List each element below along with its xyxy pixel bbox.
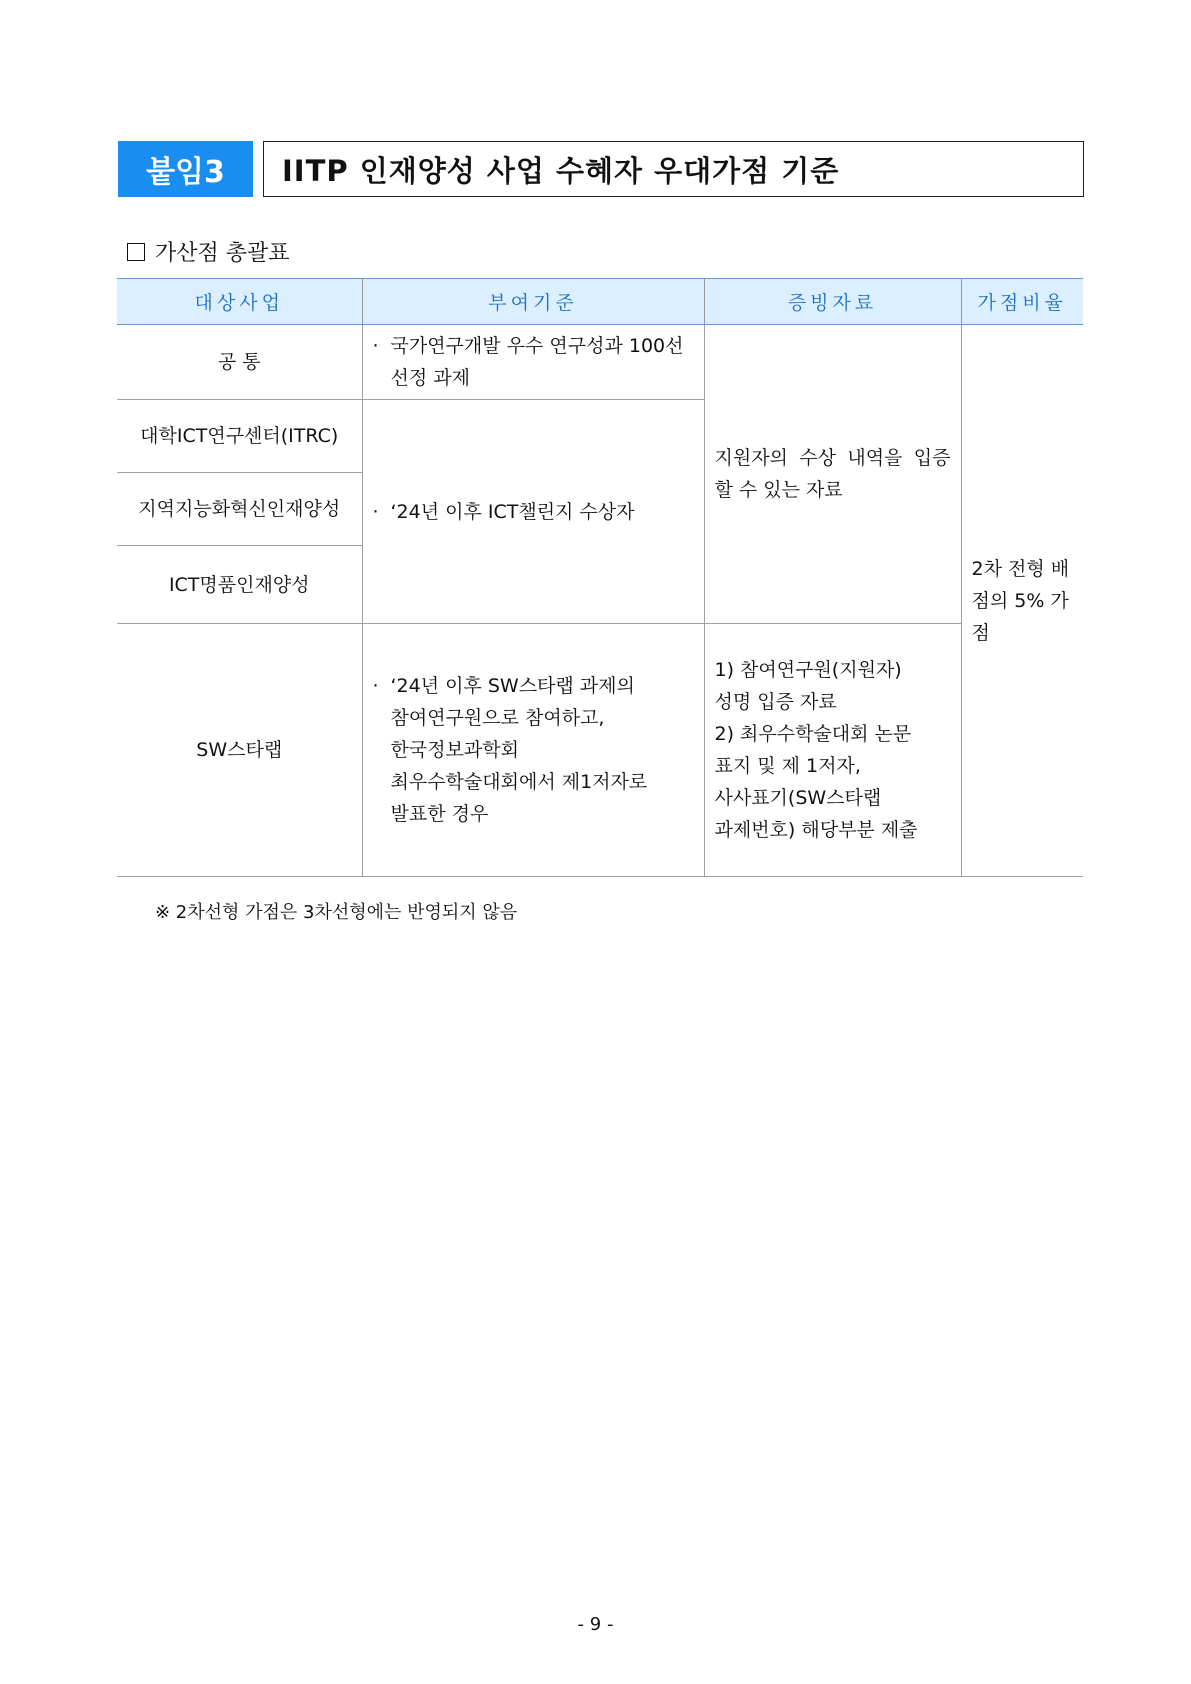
footnote: ※ 2차선형 가점은 3차선형에는 반영되지 않음 bbox=[155, 902, 518, 923]
criteria-sw: · ‘24년 이후 SW스타랩 과제의 참여연구원으로 참여하고, 한국정보과학회 최우수학술대회에서 제1저자로 발표한 경우 bbox=[362, 624, 704, 877]
attachment-badge: 붙임3 bbox=[118, 141, 253, 197]
ratio-cell: 2차 전형 배점의 5% 가점 bbox=[961, 325, 1083, 877]
target-regional: 지역지능화혁신인재양성 bbox=[117, 473, 362, 546]
document-title: IITP 인재양성 사업 수혜자 우대가점 기준 bbox=[263, 141, 1084, 197]
bonus-points-table bbox=[117, 278, 1083, 877]
header-criteria: 부여기준 bbox=[362, 279, 704, 325]
target-itrc: 대학ICT연구센터(ITRC) bbox=[117, 400, 362, 473]
document-header bbox=[118, 141, 1084, 197]
criteria-common: · 국가연구개발 우수 연구성과 100선 선정 과제 bbox=[362, 325, 704, 400]
section-title: 가산점 총괄표 bbox=[155, 241, 290, 266]
section-heading bbox=[127, 236, 290, 267]
target-sw: SW스타랩 bbox=[117, 624, 362, 877]
checkbox-icon bbox=[127, 243, 145, 261]
criteria-challenge: · ‘24년 이후 ICT챌린지 수상자 bbox=[362, 400, 704, 624]
evidence-award: 지원자의 수상 내역을 입증 할 수 있는 자료 bbox=[704, 325, 961, 624]
table-header-row bbox=[117, 279, 1083, 325]
header-target: 대상사업 bbox=[117, 279, 362, 325]
target-premium: ICT명품인재양성 bbox=[117, 546, 362, 624]
header-ratio: 가점비율 bbox=[961, 279, 1083, 325]
target-common: 공 통 bbox=[117, 325, 362, 400]
table-row bbox=[117, 624, 1083, 877]
header-evidence: 증빙자료 bbox=[704, 279, 961, 325]
evidence-sw: 1) 참여연구원(지원자) 성명 입증 자료 2) 최우수학술대회 논문 표지 및 제 1저자, 사사표기(SW스타랩 과제번호) 해당부분 제출 bbox=[704, 624, 961, 877]
table-row bbox=[117, 325, 1083, 400]
page-number: - 9 - bbox=[577, 1614, 614, 1635]
